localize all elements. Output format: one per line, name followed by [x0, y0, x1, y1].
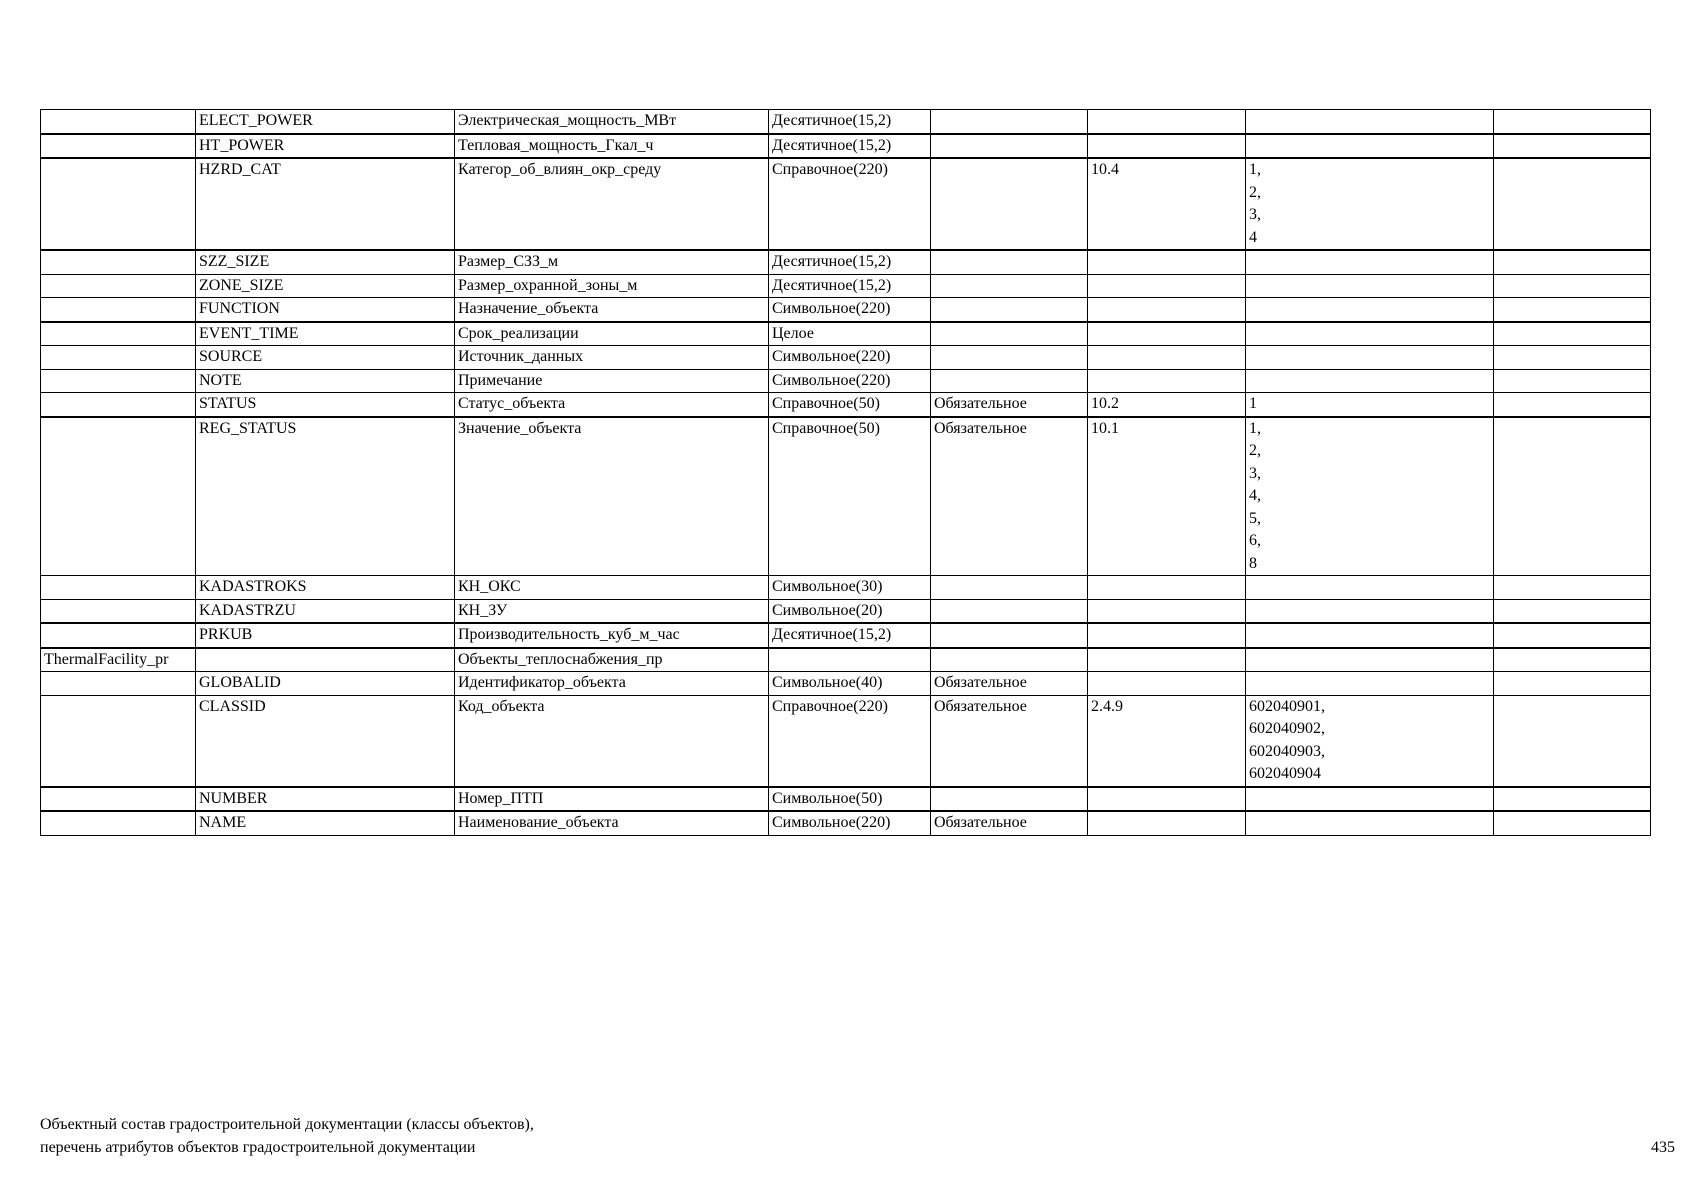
attribute-alias-cell: Источник_данных — [455, 346, 769, 370]
allowed-values-cell — [1246, 274, 1494, 298]
attribute-name-cell: SZZ_SIZE — [196, 250, 455, 274]
note-cell — [1494, 250, 1651, 274]
attribute-alias-cell: Номер_ПТП — [455, 787, 769, 812]
note-cell — [1494, 417, 1651, 576]
allowed-values-cell — [1246, 134, 1494, 159]
attribute-name-cell: STATUS — [196, 393, 455, 417]
attribute-alias-cell: Производительность_куб_м_час — [455, 623, 769, 648]
class-name-cell — [41, 298, 196, 322]
required-cell: Обязательное — [931, 672, 1088, 696]
required-cell — [931, 648, 1088, 672]
allowed-value: 602040902, — [1249, 720, 1325, 737]
table-row — [41, 695, 1651, 787]
required-cell — [931, 250, 1088, 274]
note-cell — [1494, 298, 1651, 322]
class-name-cell — [41, 576, 196, 600]
allowed-value: 3, — [1249, 206, 1261, 223]
attribute-alias-cell: КН_ЗУ — [455, 599, 769, 623]
allowed-values-cell — [1246, 623, 1494, 648]
allowed-value: 3, — [1249, 464, 1261, 482]
note-cell — [1494, 274, 1651, 298]
attribute-name-cell: KADASTRZU — [196, 599, 455, 623]
attribute-alias-cell: Идентификатор_объекта — [455, 672, 769, 696]
attribute-alias-cell: Категор_об_влиян_окр_среду — [455, 158, 769, 250]
attribute-name-cell: NAME — [196, 811, 455, 835]
allowed-value: 4 — [1249, 228, 1257, 246]
required-cell — [931, 298, 1088, 322]
data-type-cell: Справочное(50) — [769, 393, 931, 417]
required-cell — [931, 369, 1088, 393]
data-type-cell: Десятичное(15,2) — [769, 623, 931, 648]
allowed-value: 1 — [1249, 395, 1257, 412]
note-cell — [1494, 576, 1651, 600]
class-name-cell — [41, 322, 196, 346]
data-type-cell: Символьное(30) — [769, 576, 931, 600]
allowed-value: 4, — [1249, 487, 1261, 504]
data-type-cell: Десятичное(15,2) — [769, 134, 931, 159]
reference-cell — [1088, 787, 1246, 812]
class-name-cell — [41, 274, 196, 298]
table-row — [41, 576, 1651, 600]
note-cell — [1494, 648, 1651, 672]
required-cell: Обязательное — [931, 417, 1088, 576]
required-cell: Обязательное — [931, 695, 1088, 787]
reference-cell — [1088, 298, 1246, 322]
class-name-cell — [41, 623, 196, 648]
attribute-name-cell: EVENT_TIME — [196, 322, 455, 346]
attribute-name-cell: HZRD_CAT — [196, 158, 455, 250]
required-cell — [931, 576, 1088, 600]
attribute-name-cell: KADASTROKS — [196, 576, 455, 600]
reference-cell: 10.1 — [1088, 417, 1246, 576]
table-row — [41, 158, 1651, 250]
allowed-value: 2, — [1249, 442, 1261, 459]
allowed-values-cell — [1246, 417, 1494, 576]
class-name-cell — [41, 599, 196, 623]
data-type-cell: Символьное(220) — [769, 369, 931, 393]
required-cell — [931, 110, 1088, 134]
required-cell — [931, 346, 1088, 370]
attribute-alias-cell: Тепловая_мощность_Гкал_ч — [455, 134, 769, 159]
data-type-cell — [769, 648, 931, 672]
page-footer — [40, 1113, 534, 1159]
class-name-cell — [41, 346, 196, 370]
required-cell: Обязательное — [931, 811, 1088, 835]
data-type-cell: Символьное(220) — [769, 346, 931, 370]
reference-cell — [1088, 623, 1246, 648]
table-row — [41, 393, 1651, 417]
attribute-name-cell: ZONE_SIZE — [196, 274, 455, 298]
attribute-name-cell — [196, 648, 455, 672]
note-cell — [1494, 393, 1651, 417]
allowed-value: 1, — [1249, 419, 1261, 437]
allowed-values-cell — [1246, 298, 1494, 322]
attribute-name-cell: CLASSID — [196, 695, 455, 787]
reference-cell: 2.4.9 — [1088, 695, 1246, 787]
table-row — [41, 110, 1651, 134]
class-name-cell — [41, 695, 196, 787]
attribute-alias-cell: Размер_СЗЗ_м — [455, 250, 769, 274]
allowed-values-cell — [1246, 648, 1494, 672]
allowed-value: 602040901, — [1249, 697, 1325, 715]
note-cell — [1494, 322, 1651, 346]
note-cell — [1494, 623, 1651, 648]
reference-cell: 10.2 — [1088, 393, 1246, 417]
allowed-values-cell — [1246, 158, 1494, 250]
reference-cell — [1088, 134, 1246, 159]
reference-cell — [1088, 672, 1246, 696]
attribute-alias-cell: Электрическая_мощность_МВт — [455, 110, 769, 134]
table-row — [41, 250, 1651, 274]
allowed-value: 8 — [1249, 554, 1257, 572]
required-cell — [931, 322, 1088, 346]
attribute-alias-cell: Назначение_объекта — [455, 298, 769, 322]
attribute-name-cell: GLOBALID — [196, 672, 455, 696]
required-cell — [931, 599, 1088, 623]
page-number: 435 — [1651, 1139, 1675, 1156]
note-cell — [1494, 158, 1651, 250]
data-type-cell: Десятичное(15,2) — [769, 110, 931, 134]
data-type-cell: Целое — [769, 322, 931, 346]
attribute-name-cell: SOURCE — [196, 346, 455, 370]
attribute-alias-cell: Код_объекта — [455, 695, 769, 787]
note-cell — [1494, 672, 1651, 696]
reference-cell — [1088, 369, 1246, 393]
allowed-value: 5, — [1249, 509, 1261, 527]
allowed-values-cell — [1246, 672, 1494, 696]
reference-cell — [1088, 322, 1246, 346]
reference-cell — [1088, 250, 1246, 274]
reference-cell — [1088, 274, 1246, 298]
attribute-name-cell: FUNCTION — [196, 298, 455, 322]
class-name-cell — [41, 369, 196, 393]
allowed-value: 2, — [1249, 183, 1261, 201]
table-row — [41, 369, 1651, 393]
table-row — [41, 322, 1651, 346]
attribute-alias-cell: Статус_объекта — [455, 393, 769, 417]
table-row — [41, 787, 1651, 812]
attribute-name-cell: NOTE — [196, 369, 455, 393]
attribute-name-cell: ELECT_POWER — [196, 110, 455, 134]
reference-cell: 10.4 — [1088, 158, 1246, 250]
note-cell — [1494, 369, 1651, 393]
class-name-cell — [41, 672, 196, 696]
table-row — [41, 648, 1651, 672]
allowed-values-cell — [1246, 599, 1494, 623]
reference-cell — [1088, 110, 1246, 134]
attribute-alias-cell: Размер_охранной_зоны_м — [455, 274, 769, 298]
allowed-value: 1, — [1249, 161, 1261, 178]
class-name-cell — [41, 110, 196, 134]
data-type-cell: Справочное(220) — [769, 695, 931, 787]
attribute-name-cell: HT_POWER — [196, 134, 455, 159]
data-type-cell: Десятичное(15,2) — [769, 250, 931, 274]
allowed-value: 602040904 — [1249, 765, 1321, 782]
data-type-cell: Символьное(220) — [769, 298, 931, 322]
table-row — [41, 623, 1651, 648]
required-cell — [931, 274, 1088, 298]
attribute-alias-cell: Значение_объекта — [455, 417, 769, 576]
class-name-cell: ThermalFacility_pr — [41, 648, 196, 672]
reference-cell — [1088, 648, 1246, 672]
required-cell — [931, 623, 1088, 648]
allowed-values-cell — [1246, 369, 1494, 393]
class-name-cell — [41, 787, 196, 812]
attribute-alias-cell: Срок_реализации — [455, 322, 769, 346]
allowed-values-cell — [1246, 787, 1494, 812]
allowed-values-cell — [1246, 695, 1494, 787]
allowed-values-cell — [1246, 250, 1494, 274]
allowed-values-cell — [1246, 811, 1494, 835]
reference-cell — [1088, 599, 1246, 623]
attributes-table — [40, 109, 1651, 836]
required-cell — [931, 787, 1088, 812]
allowed-value: 602040903, — [1249, 742, 1325, 760]
required-cell — [931, 158, 1088, 250]
table-row — [41, 274, 1651, 298]
allowed-values-cell — [1246, 393, 1494, 417]
allowed-value: 6, — [1249, 532, 1261, 549]
allowed-values-cell — [1246, 110, 1494, 134]
footer-line-1: Объектный состав градостроительной документации (классы объектов), — [40, 1116, 534, 1133]
table-row — [41, 811, 1651, 835]
class-name-cell — [41, 393, 196, 417]
table-row — [41, 672, 1651, 696]
note-cell — [1494, 599, 1651, 623]
table-row — [41, 599, 1651, 623]
note-cell — [1494, 787, 1651, 812]
data-type-cell: Символьное(220) — [769, 811, 931, 835]
allowed-values-cell — [1246, 346, 1494, 370]
reference-cell — [1088, 346, 1246, 370]
data-type-cell: Десятичное(15,2) — [769, 274, 931, 298]
data-type-cell: Справочное(50) — [769, 417, 931, 576]
attribute-alias-cell: Примечание — [455, 369, 769, 393]
table-row — [41, 134, 1651, 159]
attribute-alias-cell: КН_ОКС — [455, 576, 769, 600]
class-name-cell — [41, 250, 196, 274]
reference-cell — [1088, 576, 1246, 600]
table-row — [41, 298, 1651, 322]
attribute-alias-cell: Наименование_объекта — [455, 811, 769, 835]
required-cell: Обязательное — [931, 393, 1088, 417]
class-name-cell — [41, 134, 196, 159]
data-type-cell: Символьное(20) — [769, 599, 931, 623]
data-type-cell: Справочное(220) — [769, 158, 931, 250]
class-name-cell — [41, 158, 196, 250]
attribute-name-cell: REG_STATUS — [196, 417, 455, 576]
class-name-cell — [41, 811, 196, 835]
allowed-values-cell — [1246, 322, 1494, 346]
attribute-name-cell: PRKUB — [196, 623, 455, 648]
class-name-cell — [41, 417, 196, 576]
table-row — [41, 346, 1651, 370]
note-cell — [1494, 811, 1651, 835]
data-type-cell: Символьное(50) — [769, 787, 931, 812]
attribute-name-cell: NUMBER — [196, 787, 455, 812]
required-cell — [931, 134, 1088, 159]
table-body — [41, 110, 1651, 836]
allowed-values-cell — [1246, 576, 1494, 600]
note-cell — [1494, 695, 1651, 787]
note-cell — [1494, 346, 1651, 370]
attribute-alias-cell: Объекты_теплоснабжения_пр — [455, 648, 769, 672]
note-cell — [1494, 134, 1651, 159]
footer-line-2: перечень атрибутов объектов градостроительной документации — [40, 1139, 476, 1156]
reference-cell — [1088, 811, 1246, 835]
table-row — [41, 417, 1651, 576]
data-type-cell: Символьное(40) — [769, 672, 931, 696]
note-cell — [1494, 110, 1651, 134]
